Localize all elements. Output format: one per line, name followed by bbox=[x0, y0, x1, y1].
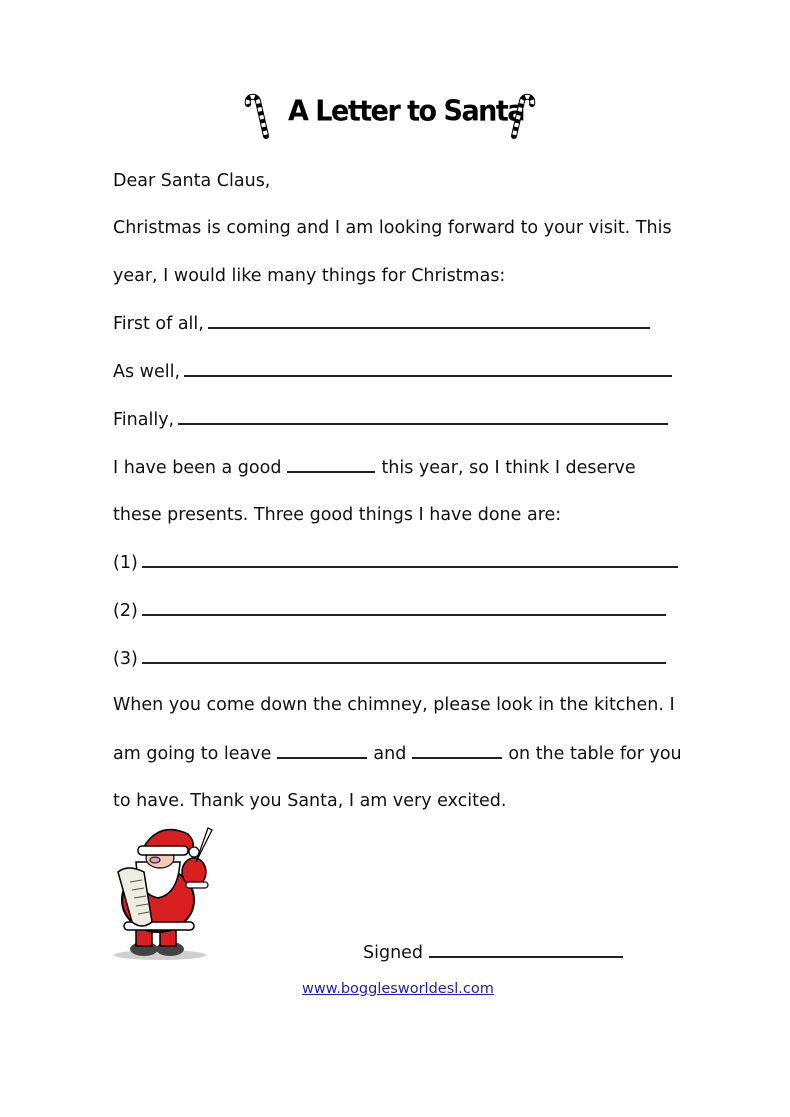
candy-cane-icon bbox=[242, 92, 272, 140]
website-link[interactable]: www.bogglesworldesl.com bbox=[302, 981, 494, 997]
intro-line-2: year, I would like many things for Christmas: bbox=[113, 266, 506, 286]
good-thing-blank-2[interactable] bbox=[142, 598, 666, 616]
leave-and: and bbox=[373, 744, 407, 764]
good-things-intro: these presents. Three good things I have done are: bbox=[113, 505, 562, 525]
wish-second-row bbox=[113, 359, 672, 384]
leave-row bbox=[113, 741, 682, 766]
wish-first-row bbox=[113, 311, 650, 336]
good-blank[interactable] bbox=[287, 455, 375, 473]
good-thing-row-2 bbox=[113, 598, 666, 623]
santa-illustration-icon bbox=[108, 822, 218, 962]
title-row bbox=[0, 92, 790, 144]
good-thing-label: (1) bbox=[113, 553, 138, 573]
signed-label: Signed bbox=[363, 943, 424, 963]
good-prefix: I have been a good bbox=[113, 458, 282, 478]
signature-blank[interactable] bbox=[429, 940, 623, 958]
wish-second-label: As well, bbox=[113, 362, 181, 382]
greeting: Dear Santa Claus, bbox=[113, 171, 271, 191]
wish-first-blank[interactable] bbox=[208, 311, 650, 329]
leave-item-2-blank[interactable] bbox=[412, 741, 502, 759]
leave-item-1-blank[interactable] bbox=[277, 741, 367, 759]
good-thing-label: (2) bbox=[113, 601, 138, 621]
signature-row bbox=[363, 940, 623, 965]
wish-final-label: Finally, bbox=[113, 410, 175, 430]
good-suffix: this year, so I think I deserve bbox=[381, 458, 636, 478]
good-thing-blank-3[interactable] bbox=[142, 646, 666, 664]
good-thing-label: (3) bbox=[113, 649, 138, 669]
good-thing-blank-1[interactable] bbox=[142, 550, 678, 568]
leave-suffix: on the table for you bbox=[508, 744, 682, 764]
intro-line-1: Christmas is coming and I am looking forward to your visit. This bbox=[113, 218, 672, 238]
good-thing-row-3 bbox=[113, 646, 666, 671]
wish-second-blank[interactable] bbox=[184, 359, 672, 377]
good-row bbox=[113, 455, 636, 480]
wish-final-blank[interactable] bbox=[178, 407, 668, 425]
closing-line: to have. Thank you Santa, I am very excited. bbox=[113, 791, 507, 811]
wish-first-label: First of all, bbox=[113, 314, 204, 334]
candy-cane-icon bbox=[508, 92, 538, 140]
wish-final-row bbox=[113, 407, 668, 432]
good-thing-row-1 bbox=[113, 550, 678, 575]
chimney-line: When you come down the chimney, please look in the kitchen. I bbox=[113, 695, 675, 715]
leave-prefix: am going to leave bbox=[113, 744, 272, 764]
page-title: A Letter to Santa bbox=[288, 95, 525, 128]
